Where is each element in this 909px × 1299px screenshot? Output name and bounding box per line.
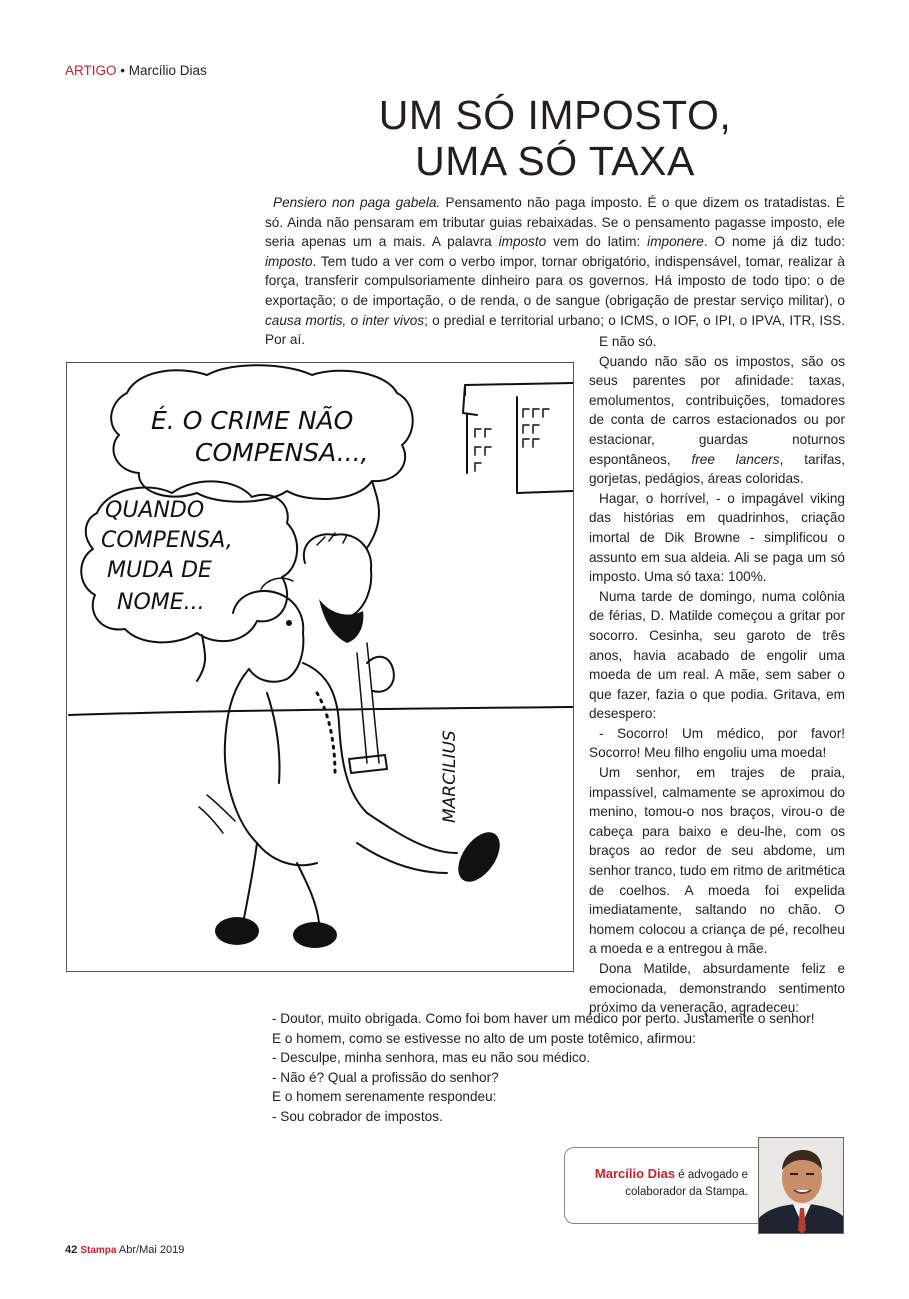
shoe-right [450, 825, 508, 889]
article-title [265, 92, 845, 184]
intro-text: Pensamento não paga imposto. É o que dizem os tratadistas. É só. Ainda não pensaram em tributar guias rebaixadas. Se o pensamento pagasse imposto, ele seria apenas um a mais. A palavra [265, 195, 845, 250]
paragraph: Hagar, o horrível, - o impagável viking das histórias em quadrinhos, criação imortal de Dik Browne - simplificou o assunto em sua aldeia. Ali se paga um só imposto. Uma só taxa: 100%. [589, 490, 845, 585]
intro-italic: imposto [498, 234, 547, 250]
balloon-2-line-4: NOME... [117, 590, 205, 615]
title-line-2: UMA SÓ TAXA [415, 138, 695, 184]
author-photo [758, 1137, 844, 1234]
dialogue-line: - Desculpe, minha senhora, mas eu não sou médico. [272, 1050, 591, 1066]
section-label [65, 63, 207, 78]
paragraph-text: Quando não são os impostos, são os seus parentes por afinidade: taxas, emolumentos, contribuições, tomadores de conta de carros estacionados ou por estacionar, guardas noturnos espontâneos, [589, 353, 845, 467]
man-leg-left [243, 843, 257, 923]
intro-text: ; o predial e territorial urbano; o ICMS, o IOF, o IPI, o IPVA, ITR, ISS. Por aí. [265, 312, 846, 348]
intro-paragraph [265, 193, 845, 350]
dialogue-line: E o homem, como se estivesse no alto de um poste totêmico, afirmou: [272, 1030, 696, 1046]
bio-author-name: Marcílio Dias [594, 1166, 676, 1181]
author-bio-box [564, 1147, 760, 1224]
shoe-middle [293, 922, 337, 948]
balloon-2-tail [197, 635, 205, 681]
man-body [225, 669, 317, 865]
balloon-1-tail [367, 481, 379, 548]
balloon-2-line-2: COMPENSA, [101, 528, 233, 553]
shoe-left [215, 917, 259, 945]
paragraph-text: , tarifas, gorjetas, pedágios, áreas coloridas. [589, 451, 845, 487]
issue-date: Abr/Mai 2019 [118, 1244, 185, 1256]
intro-italic: imposto [265, 253, 313, 269]
building-top [465, 383, 573, 395]
page-footer [65, 1244, 184, 1256]
paragraph: Dona Matilde, absurdamente feliz e emocionada, demonstrando sentimento próximo da veneração, agradeceu: [589, 961, 845, 1016]
intro-text: . O nome já diz tudo: [703, 234, 845, 250]
intro-text: vem do latim: [546, 234, 648, 250]
dialogue-line: E o homem serenamente respondeu: [272, 1089, 497, 1105]
paragraph: - Socorro! Um médico, por favor! Socorro! Meu filho engoliu uma moeda! [589, 725, 845, 761]
intro-text: . Tem tudo a ver com o verbo impor, tornar obrigatório, indispensável, tomar, realizar à força, transferir compulsoriamente dinheiro para os governos. Há imposto de todo tipo: o de exportação; o de importação, o de renda, o de sangue (obrigação de prestar serviço militar), o [265, 253, 845, 308]
paragraph-italic: free lancers [691, 451, 780, 467]
header-author: Marcílio Dias [128, 63, 207, 78]
closing-dialogue [272, 1009, 845, 1127]
cartoon-drawing [67, 363, 574, 972]
balloon-1-line-2: COMPENSA..., [195, 438, 369, 467]
building-outline [517, 397, 573, 493]
author-portrait [759, 1138, 844, 1234]
floor-line [69, 707, 573, 715]
author-bio-text [572, 1165, 748, 1201]
title-line-1: UM SÓ IMPOSTO, [378, 92, 732, 138]
italic-lead: Pensiero non paga gabela. [273, 195, 441, 210]
man-head-back [304, 534, 371, 615]
paragraph: E não só. [599, 334, 657, 349]
balloon-1-line-1: É. O CRIME NÃO [151, 406, 354, 435]
bio-text-2: colaborador da Stampa. [625, 1186, 748, 1198]
intro-italic: causa mortis, o inter vivos [265, 312, 425, 328]
man-beard [319, 599, 363, 643]
paragraph: Numa tarde de domingo, numa colônia de férias, D. Matilde começou a gritar por socorro. Cesinha, seu garoto de três anos, havia acabado de engolir uma moeda de um real. A mãe, sem saber o que fazer, fazia o que podia. Gritava, em desespero: [589, 588, 845, 722]
balloon-2-line-3: MUDA DE [107, 558, 212, 583]
separator: • [120, 63, 126, 78]
dialogue-line: - Não é? Qual a profissão do senhor? [272, 1069, 499, 1085]
dialogue-line: - Sou cobrador de impostos. [272, 1108, 443, 1124]
balloon-2-line-1: QUANDO [105, 498, 205, 523]
section-tag: ARTIGO [65, 63, 117, 78]
dialogue-line: - Doutor, muito obrigada. Como foi bom haver um médico por perto. Justamente o senhor! [272, 1011, 815, 1026]
bio-text-1: é advogado e [675, 1169, 748, 1181]
cartoon-signature: MARCILIUS [440, 730, 460, 823]
paragraph: Um senhor, em trajes de praia, impassível, calmamente se aproximou do menino, tomou-o nos braços, virou-o de cabeça para baixo e deu-lhe, com os braços ao redor de seu abdome, um senhor tranco, tudo em ritmo de aritmética de coelhos. A moeda foi expelida imediatamente, saltando no chão. O homem colocou a criança de pé, recolheu a moeda e a entregou à mãe. [589, 765, 845, 957]
page-number: 42 [65, 1244, 78, 1256]
magazine-name: Stampa [80, 1245, 117, 1256]
right-column [589, 332, 845, 1018]
cartoon-illustration [66, 362, 574, 972]
intro-italic: imponere [647, 234, 704, 250]
paragraph [589, 352, 845, 489]
